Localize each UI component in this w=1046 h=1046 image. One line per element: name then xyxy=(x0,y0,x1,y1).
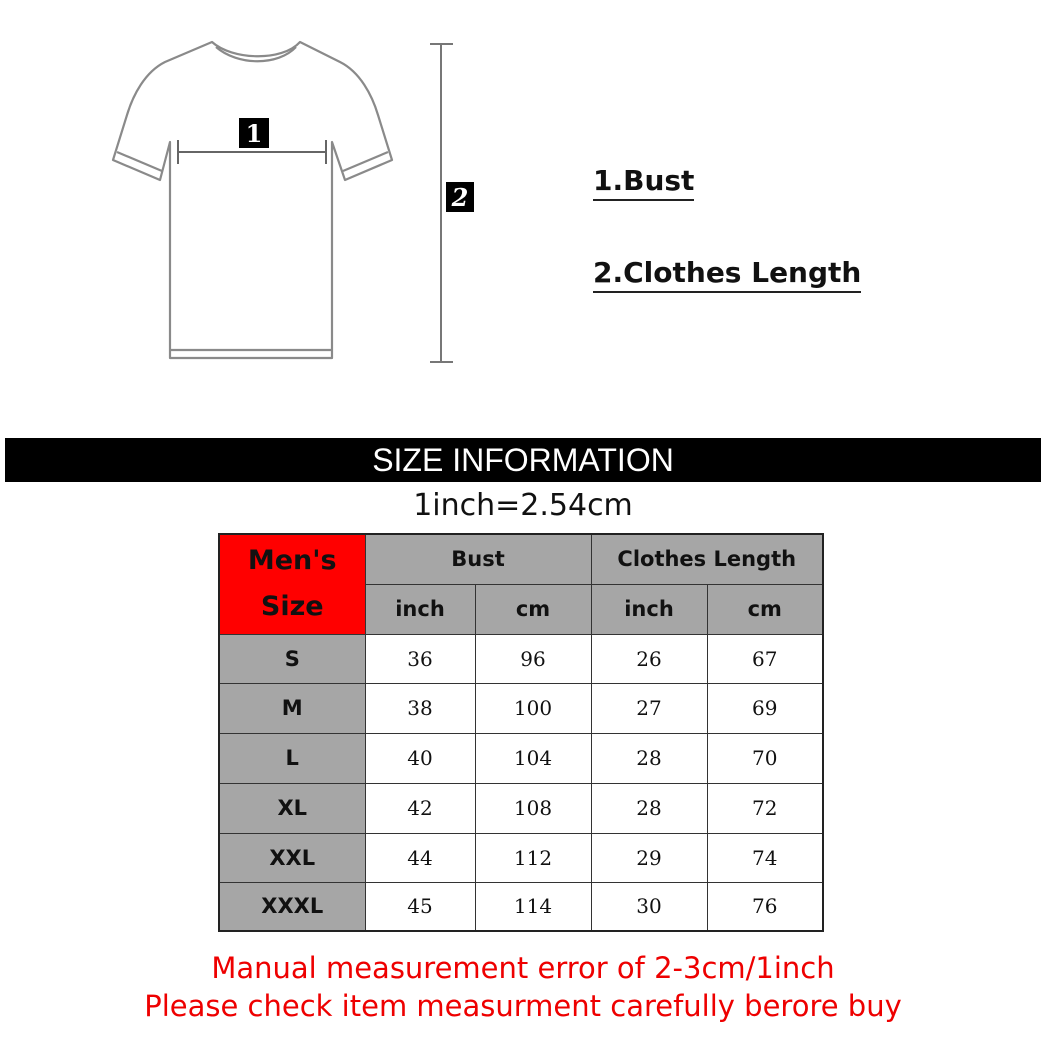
measurement-diagram xyxy=(0,0,1046,400)
size-table xyxy=(218,533,824,932)
length-cm: 74 xyxy=(707,833,823,882)
mens-size-header xyxy=(219,534,365,634)
length-inch: 30 xyxy=(591,882,707,931)
bust-cm: 100 xyxy=(475,683,591,733)
size-label: L xyxy=(219,733,365,783)
length-cm: 69 xyxy=(707,683,823,733)
bust-cm: 108 xyxy=(475,783,591,833)
bust-inch: 36 xyxy=(365,634,475,683)
length-cm: 76 xyxy=(707,882,823,931)
bust-cm: 104 xyxy=(475,733,591,783)
length-cm: 70 xyxy=(707,733,823,783)
marker-2: 2 xyxy=(451,183,469,212)
length-inch: 28 xyxy=(591,783,707,833)
unit-header: inch xyxy=(591,584,707,634)
table-row xyxy=(219,683,823,733)
length-inch: 29 xyxy=(591,833,707,882)
bust-cm: 96 xyxy=(475,634,591,683)
bust-inch: 40 xyxy=(365,733,475,783)
size-information-banner xyxy=(5,438,1041,482)
unit-header: cm xyxy=(475,584,591,634)
bust-inch: 38 xyxy=(365,683,475,733)
bust-header: Bust xyxy=(365,534,591,584)
unit-header: inch xyxy=(365,584,475,634)
measurement-error-note: Manual measurement error of 2-3cm/1inch xyxy=(211,951,835,985)
bust-inch: 45 xyxy=(365,882,475,931)
bust-inch: 44 xyxy=(365,833,475,882)
table-row xyxy=(219,634,823,683)
legend-clothes-length: 2.Clothes Length xyxy=(593,256,861,293)
bust-cm: 112 xyxy=(475,833,591,882)
size-label: XL xyxy=(219,783,365,833)
table-row xyxy=(219,783,823,833)
mens-size-line1: Men's xyxy=(247,545,337,577)
size-label: M xyxy=(219,683,365,733)
check-measurement-note: Please check item measurment carefully berore buy xyxy=(144,989,902,1023)
marker-1: 1 xyxy=(245,119,263,148)
table-row xyxy=(219,882,823,931)
length-inch: 27 xyxy=(591,683,707,733)
bust-cm: 114 xyxy=(475,882,591,931)
size-label: XXXL xyxy=(219,882,365,931)
legend-bust: 1.Bust xyxy=(593,164,694,201)
table-row xyxy=(219,833,823,882)
t-shirt-outline-icon xyxy=(0,0,1046,400)
table-row xyxy=(219,733,823,783)
length-cm: 72 xyxy=(707,783,823,833)
length-inch: 26 xyxy=(591,634,707,683)
clothes-length-header: Clothes Length xyxy=(591,534,823,584)
length-cm: 67 xyxy=(707,634,823,683)
size-label: S xyxy=(219,634,365,683)
unit-conversion: 1inch=2.54cm xyxy=(413,488,633,523)
length-inch: 28 xyxy=(591,733,707,783)
size-label: XXL xyxy=(219,833,365,882)
unit-header: cm xyxy=(707,584,823,634)
banner-title: SIZE INFORMATION xyxy=(372,441,674,478)
mens-size-line2: Size xyxy=(260,591,324,623)
bust-inch: 42 xyxy=(365,783,475,833)
